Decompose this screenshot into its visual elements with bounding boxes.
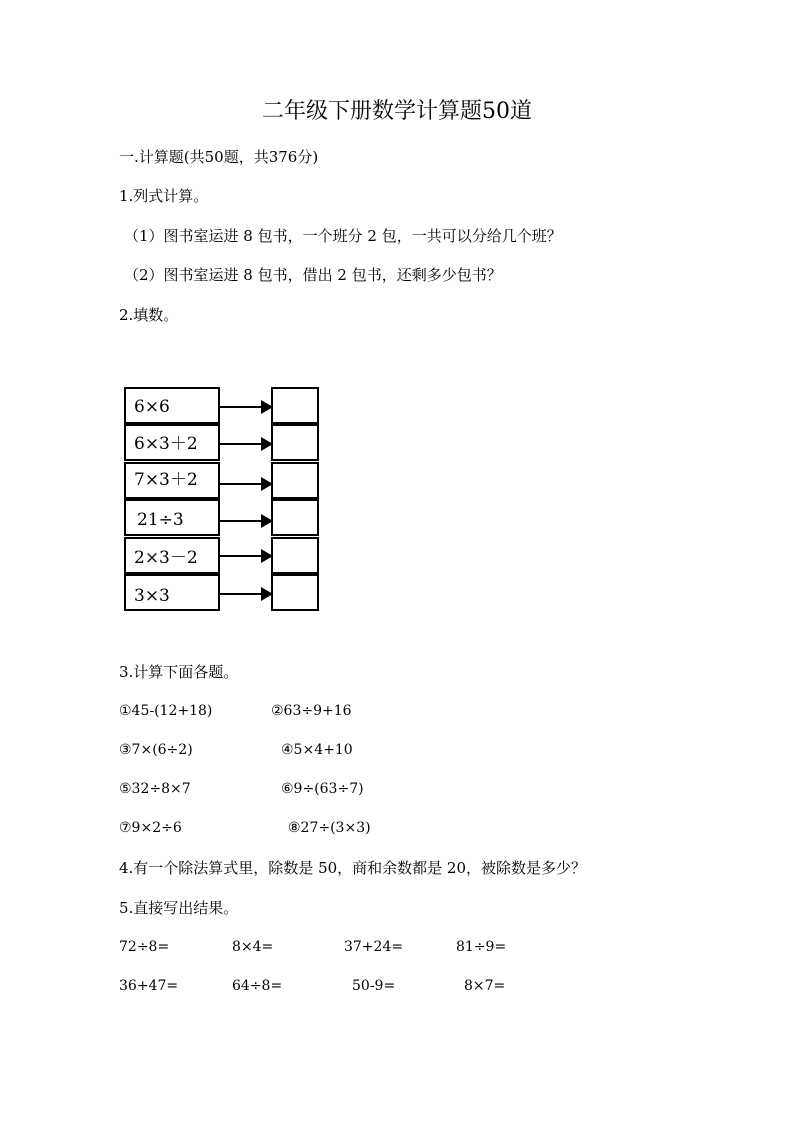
- oral-calc-item: 36+47=: [119, 978, 179, 994]
- fill-in-flow-diagram: [123, 387, 323, 615]
- oral-calc-item: 64÷8=: [232, 978, 283, 994]
- expression-label: 6×3＋2: [134, 434, 198, 454]
- arrow-icon: [220, 483, 262, 485]
- expression-cell: [124, 499, 220, 536]
- expression-label: 2×3－2: [134, 548, 198, 568]
- oral-calc-item: 8×4=: [232, 939, 274, 955]
- oral-calc-item: 81÷9=: [456, 939, 507, 955]
- arrow-icon: [220, 406, 262, 408]
- arrow-icon: [220, 443, 262, 445]
- expression-cell: [124, 574, 220, 611]
- calc-item: ①45-(12+18): [119, 703, 213, 719]
- answer-box[interactable]: [271, 574, 319, 611]
- question-1-part-2: （2）图书室运进 8 包书，借出 2 包书，还剩多少包书？: [124, 266, 502, 284]
- calc-item: ④5×4+10: [281, 742, 353, 758]
- expression-cell: [124, 424, 220, 461]
- answer-box[interactable]: [271, 537, 319, 574]
- oral-calc-item: 50-9=: [352, 978, 396, 994]
- oral-calc-item: 72÷8=: [119, 939, 170, 955]
- oral-calc-item: 8×7=: [464, 978, 506, 994]
- calc-item: ⑤32÷8×7: [119, 781, 191, 797]
- calc-item: ⑦9×2÷6: [119, 820, 182, 836]
- question-1-part-1: （1）图书室运进 8 包书，一个班分 2 包，一共可以分给几个班？: [124, 227, 562, 245]
- arrow-icon: [220, 520, 262, 522]
- answer-box[interactable]: [271, 424, 319, 461]
- calc-item: ②63÷9+16: [271, 703, 352, 719]
- calc-item: ⑥9÷(63÷7): [281, 781, 364, 797]
- expression-label: 21÷3: [137, 510, 184, 530]
- expression-cell: [124, 387, 220, 424]
- question-2-label: 2.填数。: [119, 306, 179, 324]
- answer-box[interactable]: [271, 462, 319, 499]
- calc-item: ⑧27÷(3×3): [288, 820, 371, 836]
- expression-label: 3×3: [134, 586, 170, 606]
- question-4-label: 4.有一个除法算式里，除数是 50，商和余数都是 20，被除数是多少？: [119, 859, 587, 877]
- section-header: 一.计算题(共50题，共376分): [119, 148, 319, 166]
- question-1-label: 1.列式计算。: [119, 187, 209, 205]
- answer-box[interactable]: [271, 387, 319, 424]
- question-5-label: 5.直接写出结果。: [119, 899, 239, 917]
- expression-label: 7×3＋2: [134, 470, 198, 490]
- calc-item: ③7×(6÷2): [119, 742, 193, 758]
- question-3-label: 3.计算下面各题。: [119, 663, 239, 681]
- oral-calc-item: 37+24=: [344, 939, 404, 955]
- expression-label: 6×6: [134, 397, 170, 417]
- page-title: 二年级下册数学计算题50道: [262, 99, 532, 124]
- arrow-icon: [220, 593, 262, 595]
- answer-box[interactable]: [271, 499, 319, 536]
- expression-cell: [124, 537, 220, 574]
- expression-cell: [124, 462, 220, 499]
- arrow-icon: [220, 555, 262, 557]
